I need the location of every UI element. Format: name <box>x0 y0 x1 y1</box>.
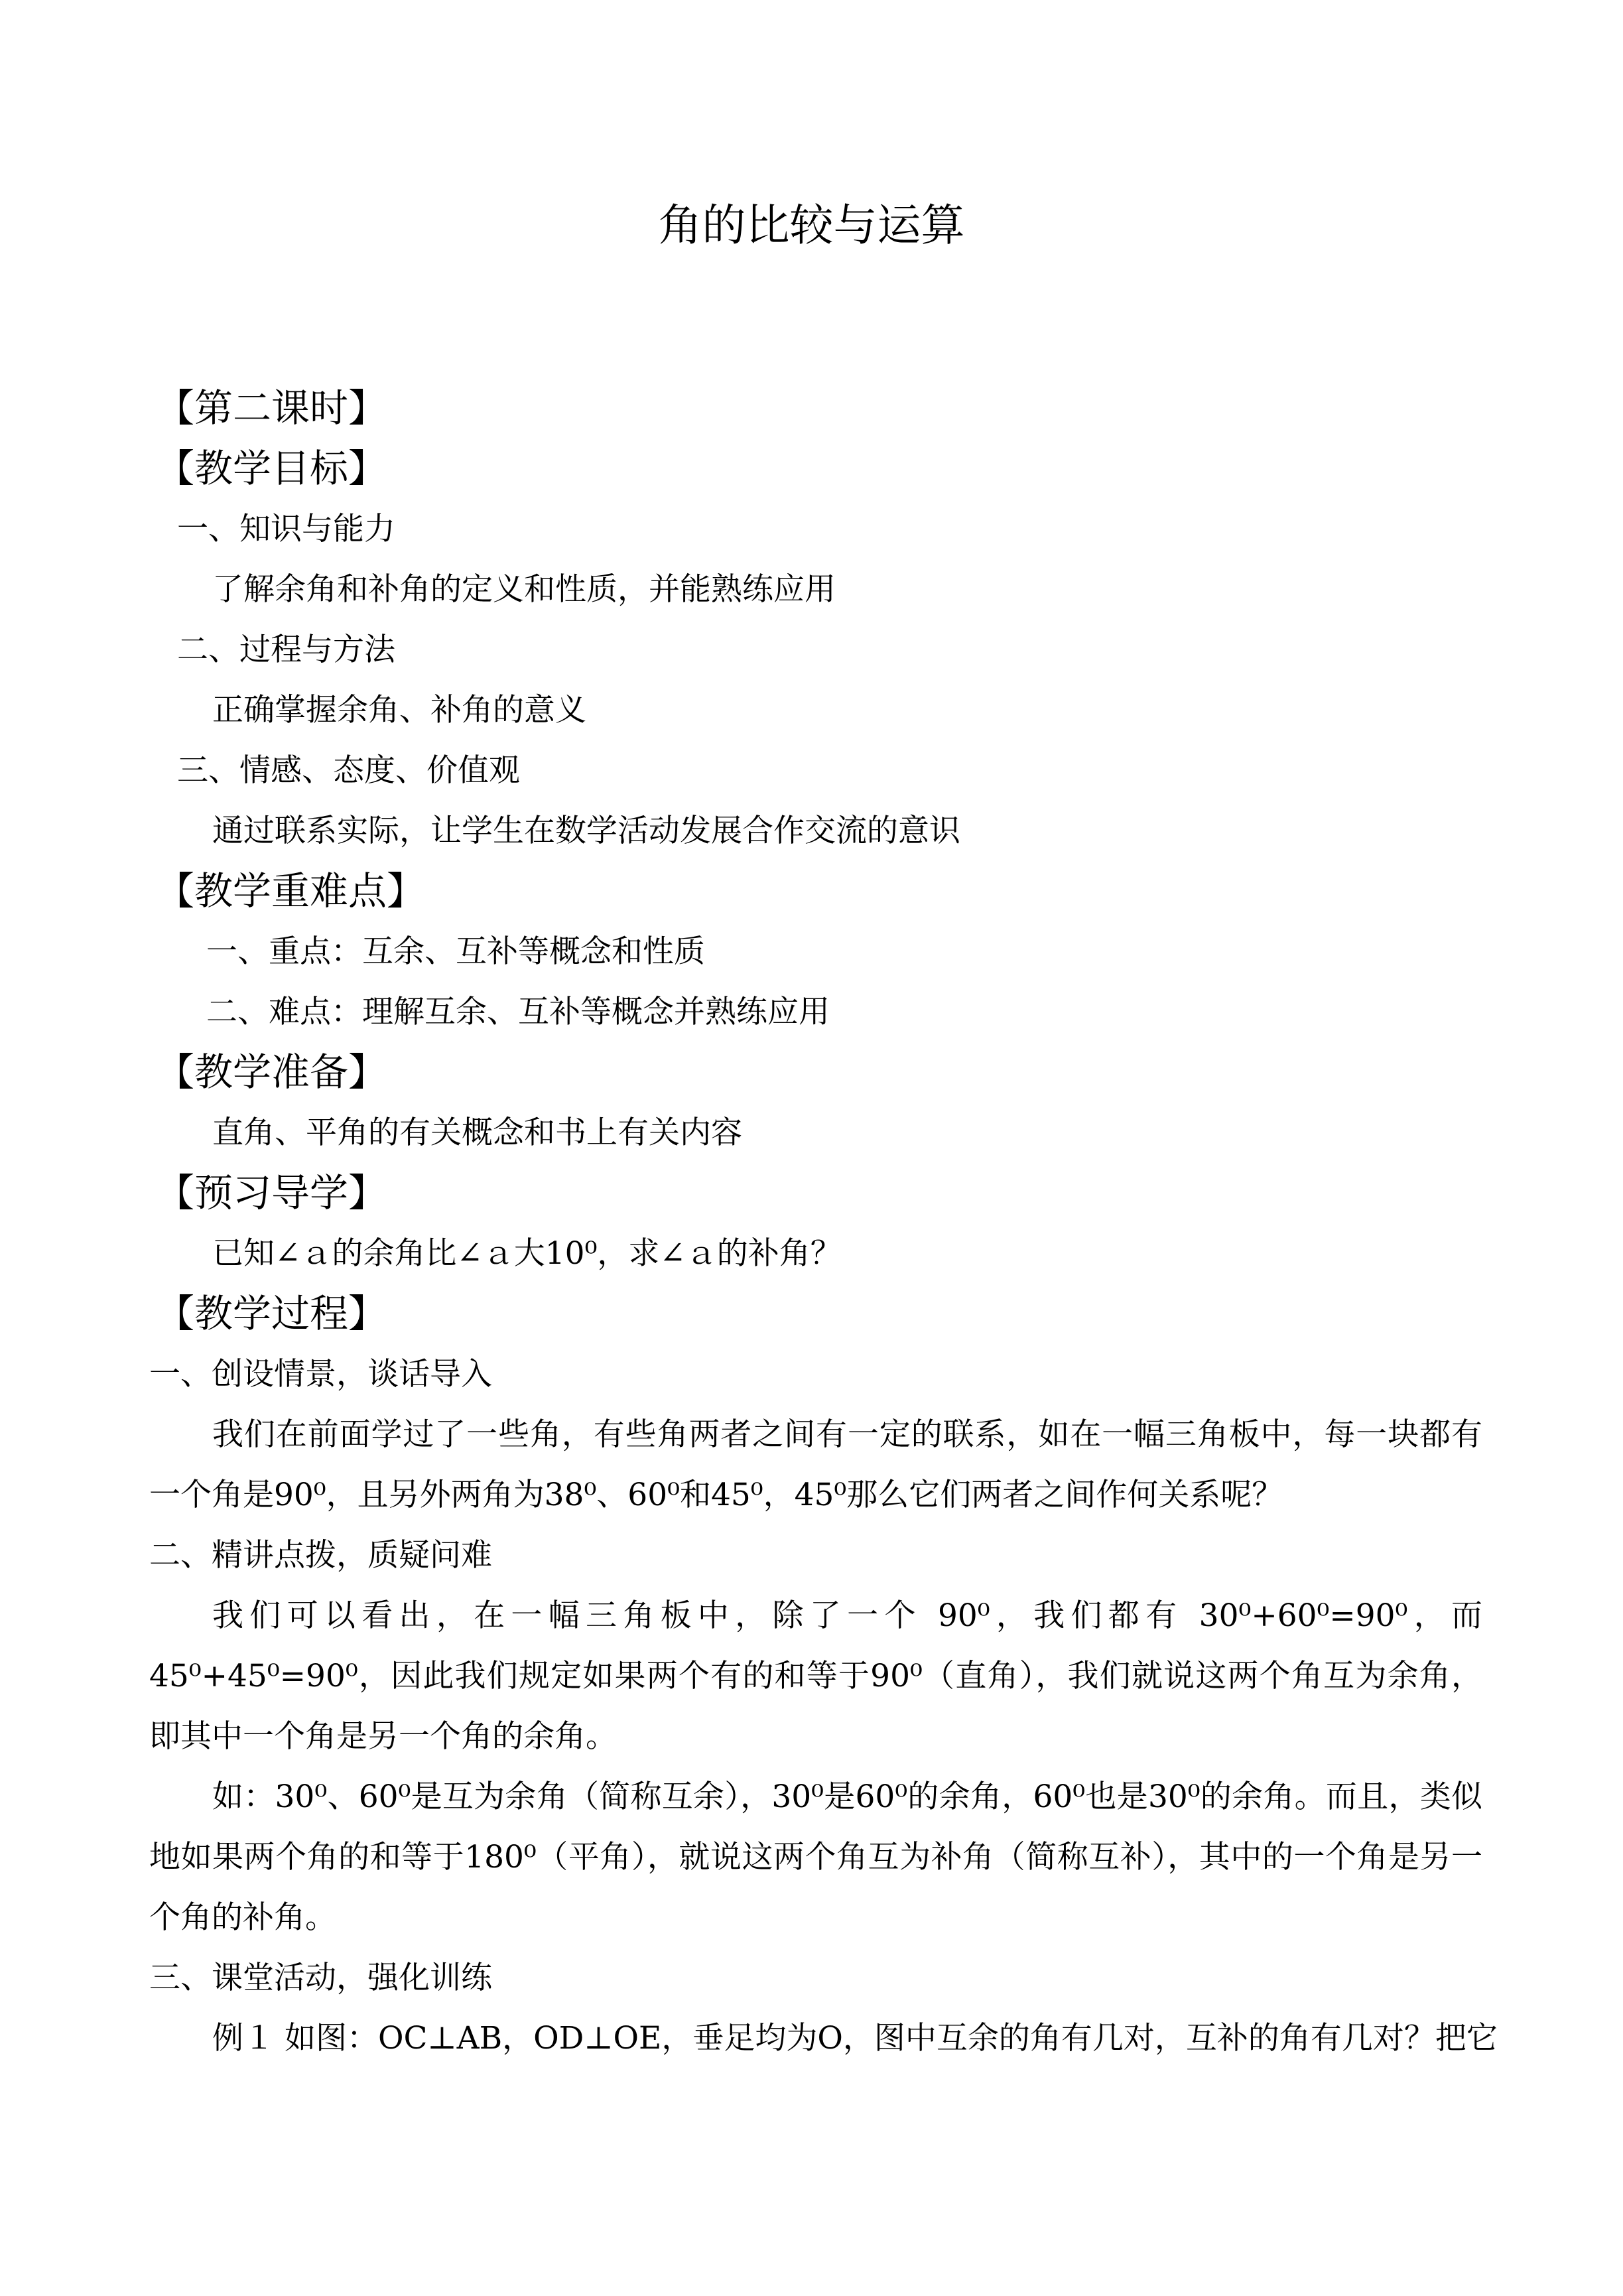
lesson-heading: 【第二课时】 <box>156 385 387 431</box>
process-heading: 【教学过程】 <box>156 1291 387 1336</box>
key-point-difficulty: 二、难点：理解互余、互补等概念并熟练应用 <box>206 994 830 1030</box>
objective-text-knowledge: 了解余角和补角的定义和性质，并能熟练应用 <box>212 571 836 608</box>
section-paragraph-explain-1: 我们可以看出，在一幅三角板中，除了一个 90⁰，我们都有 30⁰+60⁰=90⁰，而 45⁰+45⁰=90⁰，因此我们规定如果两个有的和等于90⁰（直角），我们就说这两个角互为余角，即其中一个角是另一个角的余角。 <box>149 1597 1482 1755</box>
section-paragraph-activity: 例１ 如图：OC⊥AB，OD⊥OE，垂足均为O，图中互余的角有几对，互补的角有几对？把它 <box>212 2020 1498 2057</box>
preparation-heading: 【教学准备】 <box>156 1049 387 1095</box>
section-title-explain: 二、精讲点拨，质疑问难 <box>149 1537 492 1574</box>
preparation-text: 直角、平角的有关概念和书上有关内容 <box>212 1114 742 1151</box>
section-paragraph-explain-2: 如：30⁰、60⁰是互为余角（简称互余），30⁰是60⁰的余角，60⁰也是30⁰的余角。而且，类似地如果两个角的和等于180⁰（平角），就说这两个角互为补角（简称互补），其中的一个角是另一个角的补角。 <box>149 1779 1482 1936</box>
page-title: 角的比较与运算 <box>658 200 965 251</box>
objective-text-process: 正确掌握余角、补角的意义 <box>212 692 586 728</box>
objective-label-attitude: 三、情感、态度、价值观 <box>177 752 520 789</box>
objective-label-knowledge: 一、知识与能力 <box>177 511 395 547</box>
section-title-intro: 一、创设情景，谈话导入 <box>149 1356 492 1392</box>
objective-text-attitude: 通过联系实际，让学生在数学活动发展合作交流的意识 <box>212 813 960 849</box>
objectives-heading: 【教学目标】 <box>156 446 387 491</box>
key-points-heading: 【教学重难点】 <box>156 868 426 913</box>
document-body <box>149 378 1498 2068</box>
objective-label-process: 二、过程与方法 <box>177 632 395 668</box>
section-paragraph-intro: 我们在前面学过了一些角，有些角两者之间有一定的联系，如在一幅三角板中，每一块都有一个角是90⁰，且另外两角为38⁰、60⁰和45⁰，45⁰那么它们两者之间作何关系呢？ <box>149 1416 1482 1513</box>
key-point-focus: 一、重点：互余、互补等概念和性质 <box>206 933 705 970</box>
preview-heading: 【预习导学】 <box>156 1170 387 1215</box>
section-title-activity: 三、课堂活动，强化训练 <box>149 1960 492 1996</box>
preview-text: 已知∠ａ的余角比∠ａ大10⁰，求∠ａ的补角？ <box>212 1235 842 1272</box>
